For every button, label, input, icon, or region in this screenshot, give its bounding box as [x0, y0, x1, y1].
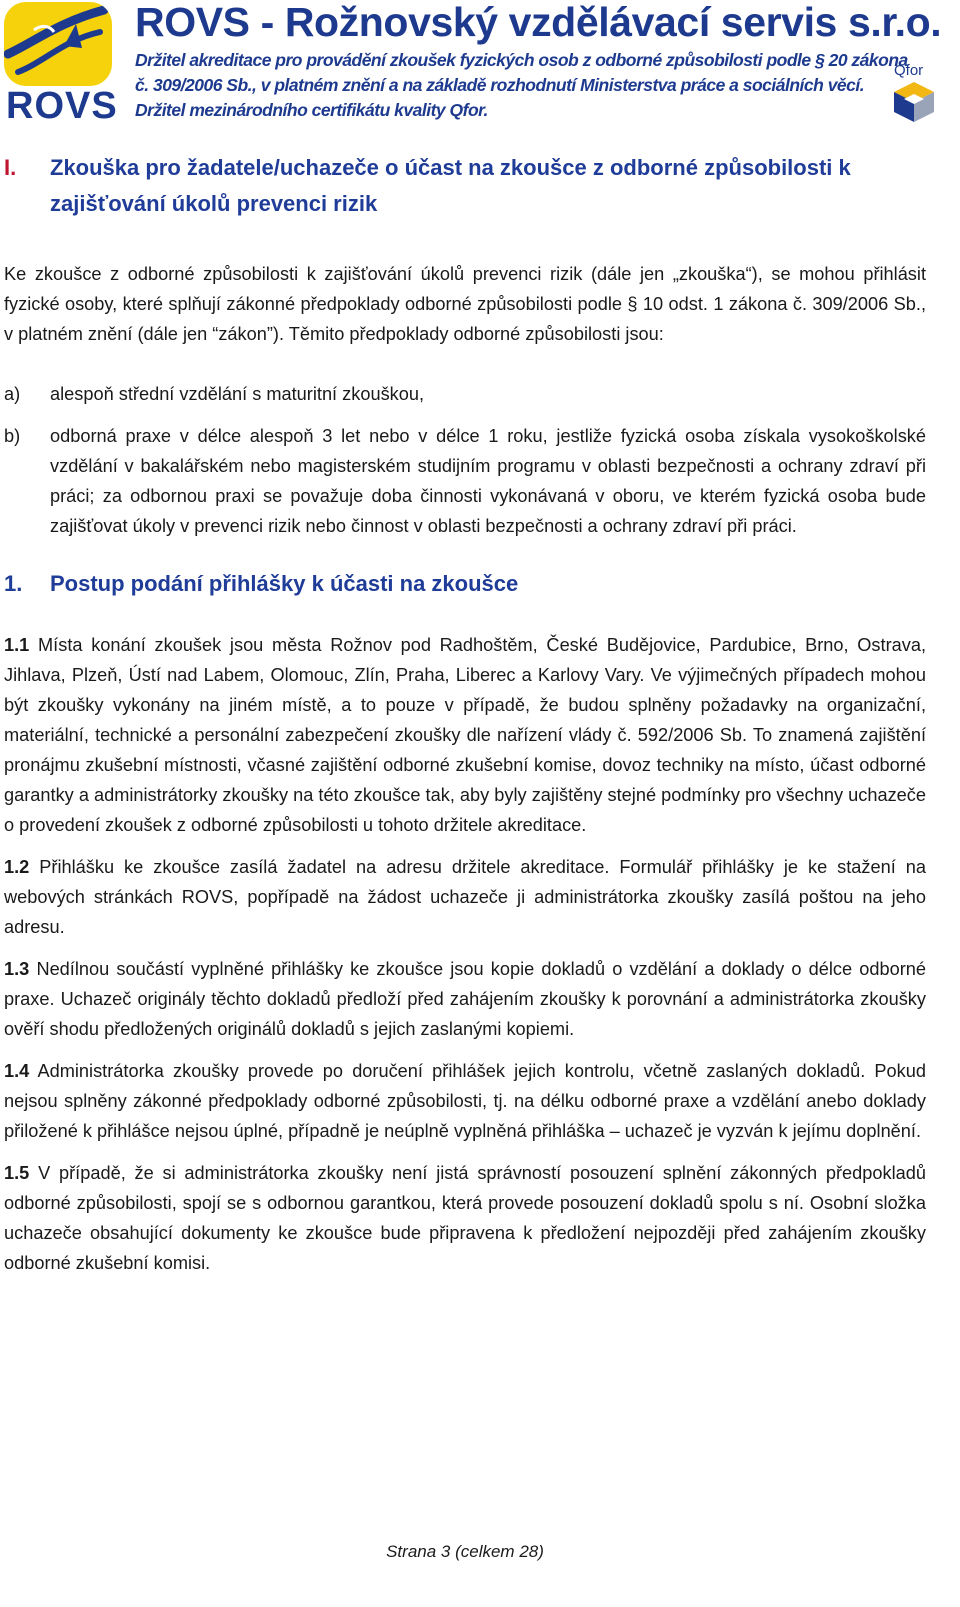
paragraph-text: Místa konání zkoušek jsou města Rožnov pod Radhoštěm, České Budějovice, Pardubice, Brno, Ostrava, Jihlava, Plzeň, Ústí nad Labem, Olomouc, Zlín, Praha, Liberec a Karlovy Vary. Ve výjimečných případech mohou být zkoušky vykonány na jiném místě, a to pouze v případě, že budou splněny požadavky na organizační, materiální, technické a personální zabezpečení zkoušky dle nařízení vlády č. 592/2006 Sb. To znamená zajištění pronájmu zkušební místnosti, včasné zajištění odborné zkušební komise, dovoz techniky na místo, účast odborné garantky a administrátorky zkoušky na této zkoušce tak, aby byly zajištěny stejné podmínky pro všechny uchazeče o provedení zkoušek z odborné způsobilosti u tohoto držitele akreditace. [4, 635, 926, 835]
section-heading [4, 566, 926, 602]
qfor-logo [884, 62, 942, 126]
numbered-paragraph [4, 1158, 926, 1278]
certificate-line: Držitel mezinárodního certifikátu kvality Qfor. [135, 100, 488, 120]
requirement-item [4, 421, 926, 541]
company-title: ROVS - Rožnovský vzdělávací servis s.r.o. [135, 0, 942, 45]
paragraph-text: Přihlášku ke zkoušce zasílá žadatel na adresu držitele akreditace. Formulář přihlášky je ke stažení na webových stránkách ROVS, popřípadě na žádost uchazeče ji administrátorka zkoušky zasílá poštou na jeho adresu. [4, 857, 926, 937]
logo-text: ROVS [6, 85, 118, 127]
page-footer: Strana 3 (celkem 28) [386, 1542, 544, 1561]
requirement-label: b) [4, 426, 21, 446]
rovs-logo [4, 2, 116, 128]
requirement-label: a) [4, 384, 21, 404]
requirement-text: alespoň střední vzdělání s maturitní zkouškou, [50, 384, 425, 404]
paragraph-number: 1.5 [4, 1163, 30, 1183]
numbered-paragraph [4, 630, 926, 840]
document-header [0, 0, 960, 135]
logo-emblem-icon [4, 2, 112, 86]
paragraph-number: 1.3 [4, 959, 30, 979]
section-title: Zkouška pro žadatele/uchazeče o účast na zkoušce z odborné způsobilosti k zajišťování úkolů prevenci rizik [50, 155, 851, 216]
paragraph-text: Administrátorka zkoušky provede po doručení přihlášek jejich kontrolu, včetně zaslaných dokladů. Pokud nejsou splněny zákonné předpoklady odborné způsobilosti, tj. na délku odborné praxe a vzdělání anebo doklady přiložené k přihlášce nejsou úplné, případně je neúplně vyplněná přihláška – uchazeč je vyzván k jejímu doplnění. [4, 1061, 926, 1141]
paragraph-text: V případě, že si administrátorka zkoušky není jistá správností posouzení splnění zákonných předpokladů odborné způsobilosti, spojí se s odbornou garantkou, která provede posouzení dokladů spolu s ní. Osobní složka uchazeče obsahující dokumenty ke zkoušce bude připravena k předložení nejpozději před zahájením zkoušky odborné zkušební komisi. [4, 1163, 926, 1273]
numbered-paragraph [4, 852, 926, 942]
paragraph-number: 1.1 [4, 635, 30, 655]
paragraph-text: Nedílnou součástí vyplněné přihlášky ke zkoušce jsou kopie dokladů o vzdělání a doklady o délce odborné praxe. Uchazeč originály těchto dokladů předloží před zahájením zkoušky k porovnání a administrátorka zkoušky ověří shodu předložených originálů dokladů s jejich zaslanými kopiemi. [4, 959, 926, 1039]
accreditation-line: Držitel akreditace pro provádění zkoušek fyzických osob z odborné způsobilosti podle § 20 zákona [135, 50, 908, 70]
requirement-text: odborná praxe v délce alespoň 3 let nebo v délce 1 roku, jestliže fyzická osoba získala vysokoškolské vzdělání v bakalářském nebo magisterském studijním programu v oblasti bezpečnosti a ochrany zdraví při práci; za odbornou praxi se považuje doba činnosti vykonávaná v oboru, ve kterém fyzická osoba bude zajišťovat úkoly v prevenci rizik nebo činnost v oblasti bezpečnosti a ochrany zdraví při práci. [50, 426, 926, 536]
accreditation-lines [135, 48, 908, 123]
requirement-item [4, 379, 926, 409]
section-title: Postup podání přihlášky k účasti na zkoušce [50, 571, 519, 596]
paragraph-number: 1.4 [4, 1061, 30, 1081]
section-heading [4, 150, 926, 222]
document-body [4, 150, 926, 1278]
numbered-paragraph [4, 954, 926, 1044]
accreditation-line: č. 309/2006 Sb., v platném znění a na základě rozhodnutí Ministerstva práce a sociálních věcí. [135, 75, 865, 95]
intro-paragraph: Ke zkoušce z odborné způsobilosti k zajišťování úkolů prevenci rizik (dále jen „zkouška“), se mohou přihlásit fyzické osoby, které splňují zákonné předpoklady odborné způsobilosti podle § 10 odst. 1 zákona č. 309/2006 Sb., v platném znění (dále jen “zákon”). Těmito předpoklady odborné způsobilosti jsou: [4, 264, 926, 344]
paragraph-number: 1.2 [4, 857, 30, 877]
section-number: I. [4, 155, 17, 180]
qfor-cube-icon [890, 80, 938, 124]
qfor-label: Qfor [894, 62, 924, 79]
logo-badge [4, 2, 112, 86]
section-number: 1. [4, 571, 23, 596]
numbered-paragraph [4, 1056, 926, 1146]
